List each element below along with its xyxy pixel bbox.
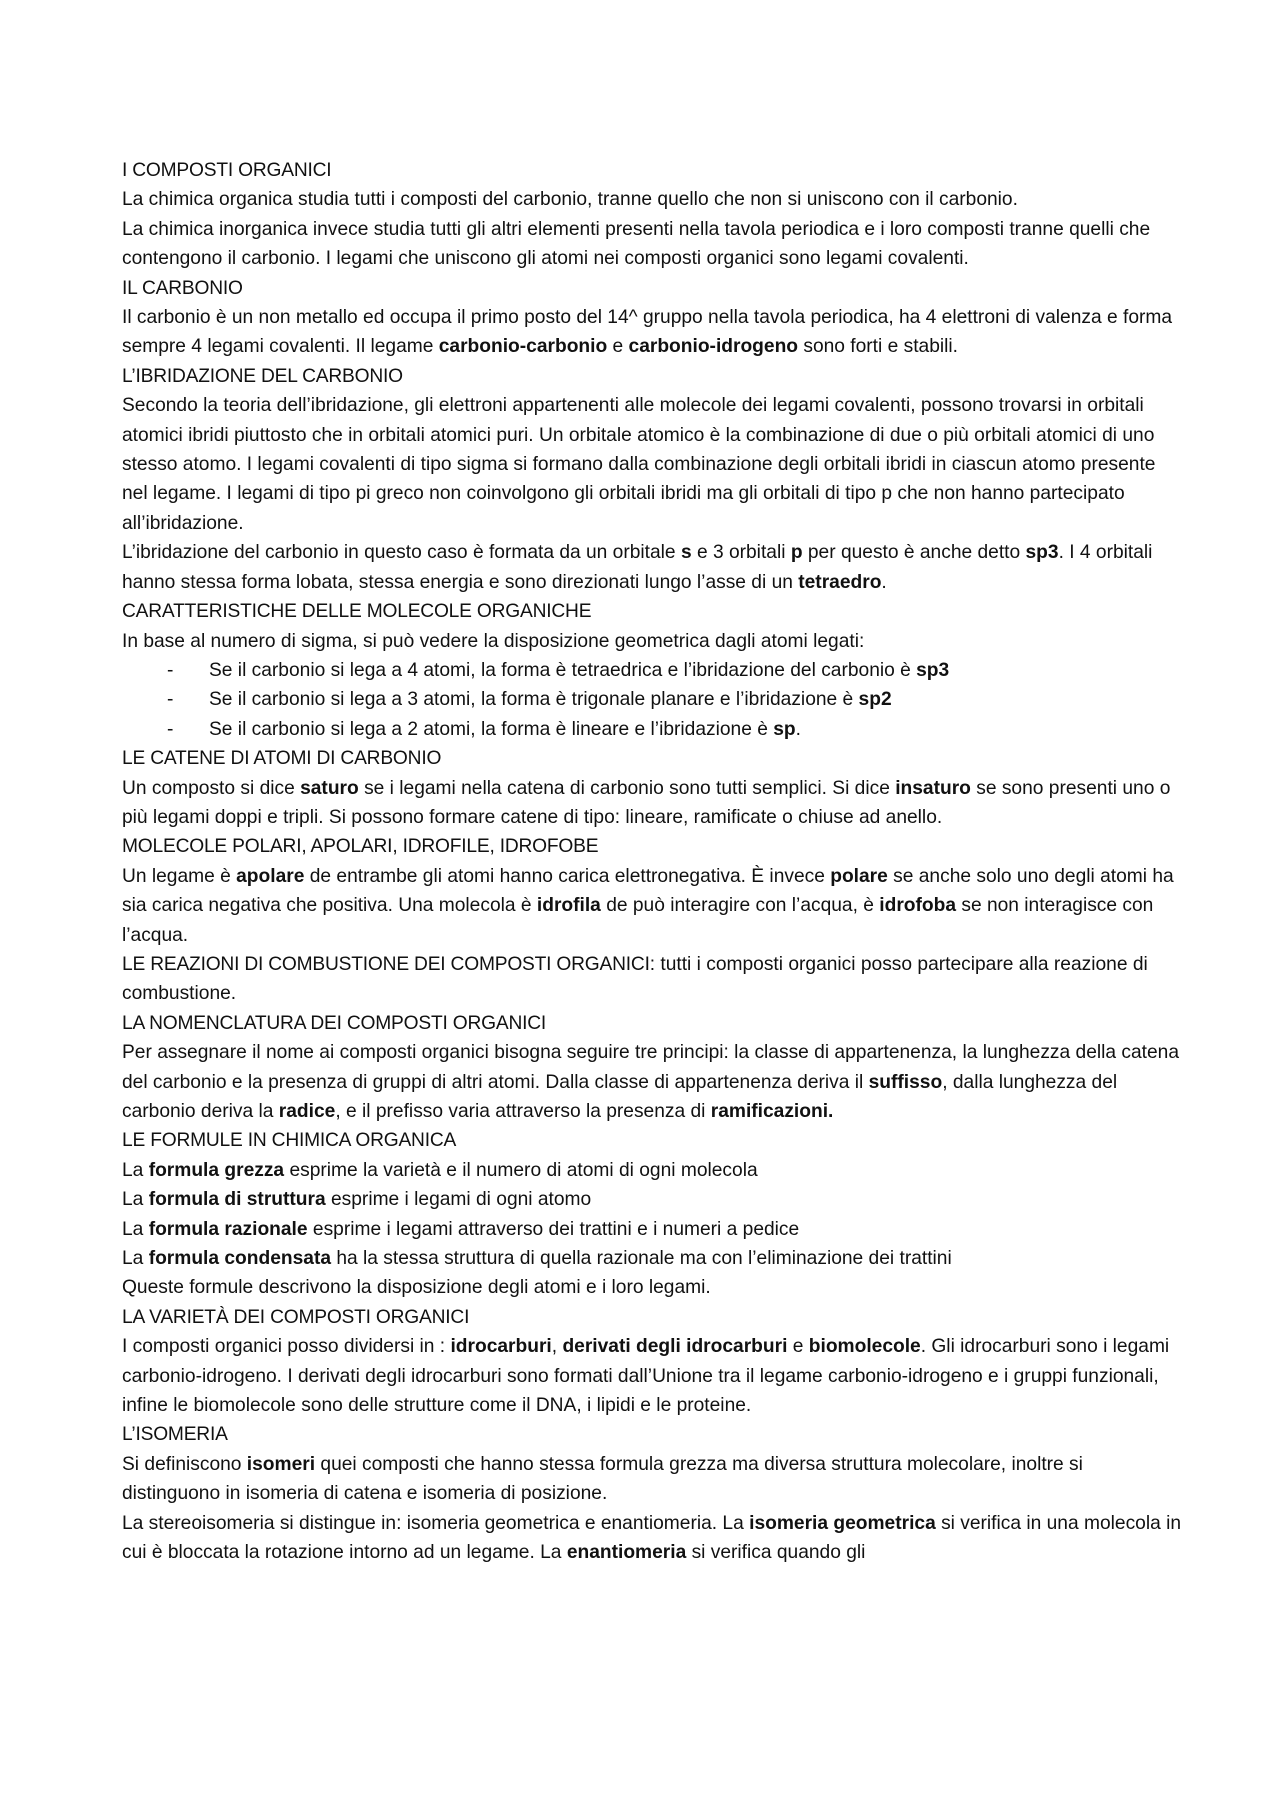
text-span: de può interagire con l’acqua, è <box>600 895 880 917</box>
paragraph-combustione <box>122 950 1182 1009</box>
bold-term: ramificazioni. <box>710 1101 834 1122</box>
bold-term: insaturo <box>895 777 971 799</box>
document-page <box>122 156 1182 1568</box>
text-span: esprime i legami attraverso dei trattini e i numeri a pedice <box>307 1218 800 1240</box>
paragraph-ibridazione-sp3 <box>122 538 1182 597</box>
heading-molecole-polari: MOLECOLE POLARI, APOLARI, IDROFILE, IDROFOBE <box>122 836 599 858</box>
bold-term: formula razionale <box>148 1218 308 1240</box>
bold-term: formula grezza <box>148 1159 285 1181</box>
bold-term: biomolecole <box>808 1336 921 1358</box>
heading-formule: LE FORMULE IN CHIMICA ORGANICA <box>122 1130 457 1152</box>
heading-ibridazione: L’IBRIDAZIONE DEL CARBONIO <box>122 365 403 387</box>
heading-nomenclatura: LA NOMENCLATURA DEI COMPOSTI ORGANICI <box>122 1012 547 1034</box>
text-span: de entrambe gli atomi hanno carica elettronegativa. È invece <box>304 865 831 887</box>
paragraph-nomenclatura <box>122 1038 1182 1126</box>
text-span: si verifica in una molecola in cui è bloccata la rotazione intorno ad un legame. La <box>122 1512 1182 1564</box>
text-span: per questo è anche detto <box>802 542 1026 564</box>
bold-term: formula di struttura <box>148 1189 326 1211</box>
bold-term: sp3 <box>916 659 950 681</box>
heading-isomeria: L’ISOMERIA <box>122 1424 228 1446</box>
text-span: La <box>122 1248 149 1270</box>
bold-term: suffisso <box>868 1071 943 1093</box>
text-span: Un composto si dice <box>122 777 301 799</box>
heading-caratteristiche: CARATTERISTICHE DELLE MOLECOLE ORGANICHE <box>122 601 592 623</box>
text-span: I composti organici posso dividersi in : <box>122 1336 451 1358</box>
text-span: se sono presenti uno o più legami doppi e tripli. Si possono formare catene di tipo: lineare, ramificate o chiuse ad anello. <box>122 777 1171 828</box>
formula-line <box>122 1215 1182 1244</box>
bold-term: sp2 <box>858 689 892 711</box>
text-span: La <box>122 1159 149 1181</box>
text-span: . I 4 orbitali hanno stessa forma lobata, stessa energia e sono direzionati lungo l’asse di un <box>122 542 1153 593</box>
paragraph-caratteristiche-intro: In base al numero di sigma, si può vedere la disposizione geometrica dagli atomi legati: <box>122 630 865 652</box>
text-span: . <box>795 718 801 740</box>
text-span: L’ibridazione del carbonio in questo caso è formata da un orbitale <box>122 542 681 564</box>
bold-term: p <box>790 542 803 564</box>
text-span: Se il carbonio si lega a 2 atomi, la forma è lineare e l’ibridazione è <box>209 718 774 740</box>
bold-term: apolare <box>236 865 305 887</box>
text-span: e 3 orbitali <box>691 542 791 564</box>
bold-term: derivati degli idrocarburi <box>562 1336 788 1358</box>
text-span: Il carbonio è un non metallo ed occupa il primo posto del 14^ gruppo nella tavola periodica, ha 4 elettroni di valenza e forma sempre 4 legami covalenti. Il legame <box>122 307 1173 358</box>
text-span: , dalla lunghezza del carbonio deriva la <box>122 1071 1118 1122</box>
heading-catene: LE CATENE DI ATOMI DI CARBONIO <box>122 748 442 770</box>
bold-term: s <box>680 542 692 564</box>
bold-term: idrocarburi <box>450 1336 552 1358</box>
text-span: ha la stessa struttura di quella razionale ma con l’eliminazione dei trattini <box>331 1248 952 1270</box>
text-span: si verifica quando gli <box>686 1542 866 1564</box>
bold-term: radice <box>278 1101 336 1122</box>
text-span: Un legame è <box>122 865 237 887</box>
text-span: La stereoisomeria si distingue in: isomeria geometrica e enantiomeria. La <box>122 1512 750 1534</box>
text-span: e <box>607 336 629 358</box>
formula-line <box>122 1185 1182 1214</box>
heading-varieta: LA VARIETÀ DEI COMPOSTI ORGANICI <box>122 1306 470 1328</box>
text-span: sono forti e stabili. <box>798 336 958 358</box>
text-span: Si definiscono <box>122 1453 247 1475</box>
text-span: , e il prefisso varia attraverso la presenza di <box>335 1101 711 1122</box>
paragraph-stereoisomeria <box>122 1509 1182 1568</box>
heading-combustione: LE REAZIONI DI COMBUSTIONE DEI COMPOSTI ORGANICI <box>122 953 650 975</box>
paragraph-ibridazione-teoria: Secondo la teoria dell’ibridazione, gli elettroni appartenenti alle molecole dei legami covalenti, possono trovarsi in orbitali atomici ibridi piuttosto che in orbitali atomici puri. Un orbitale atomico è la combinazione di due o più orbitali atomici di uno stesso atomo. I legami covalenti di tipo sigma si formano dalla combinazione degli orbitali ibridi in ciascun atomo presente nel legame. I legami di tipo pi greco non coinvolgono gli orbitali ibridi ma gli orbitali di tipo p che non hanno partecipato all’ibridazione. <box>122 395 1156 534</box>
bold-term: isomeri <box>246 1453 316 1475</box>
paragraph-varieta <box>122 1332 1182 1420</box>
bold-term: polare <box>830 865 888 887</box>
text-span: La <box>122 1189 149 1211</box>
text-span: quei composti che hanno stessa formula grezza ma diversa struttura molecolare, inoltre si distinguono in isomeria di catena e isomeria di posizione. <box>122 1453 1083 1505</box>
paragraph-chimica-organica: La chimica organica studia tutti i composti del carbonio, tranne quello che non si uniscono con il carbonio. <box>122 189 1018 211</box>
text-span: Per assegnare il nome ai composti organici bisogna seguire tre principi: la classe di appartenenza, la lunghezza della catena del carbonio e la presenza di gruppi di altri atomi. Dalla classe di appartenenza deriva il <box>122 1042 1179 1093</box>
paragraph-polari <box>122 862 1182 950</box>
text-span: Se il carbonio si lega a 3 atomi, la forma è trigonale planare e l’ibridazione è <box>209 689 859 711</box>
bold-term: carbonio-carbonio <box>438 336 608 358</box>
text-span: se anche solo uno degli atomi ha sia carica negativa che positiva. Una molecola è <box>122 865 1174 917</box>
list-item <box>167 685 1182 714</box>
text-span: se non interagisce con l’acqua. <box>122 895 1154 946</box>
bold-term: idrofila <box>536 895 601 917</box>
text-span: , <box>551 1336 563 1358</box>
paragraph-carbonio <box>122 303 1182 362</box>
text-span: se i legami nella catena di carbonio sono tutti semplici. Si dice <box>358 777 896 799</box>
text-span: La <box>122 1218 149 1240</box>
formula-line <box>122 1156 1182 1185</box>
bold-term: formula condensata <box>148 1248 332 1270</box>
paragraph-chimica-inorganica: La chimica inorganica invece studia tutti gli altri elementi presenti nella tavola periodica e i loro composti tranne quelli che contengono il carbonio. I legami che uniscono gli atomi nei composti organici sono legami covalenti. <box>122 218 1151 270</box>
text-span: . Gli idrocarburi sono i legami carbonio-idrogeno. I derivati degli idrocarburi sono formati dall’Unione tra il legame carbonio-idrogeno e i gruppi funzionali, infine le biomolecole sono delle strutture come il DNA, i lipidi e le proteine. <box>122 1336 1170 1417</box>
heading-carbonio: IL CARBONIO <box>122 277 243 299</box>
text-span: e <box>787 1336 809 1358</box>
heading-composti-organici: I COMPOSTI ORGANICI <box>122 160 332 181</box>
text-span: Se il carbonio si lega a 4 atomi, la forma è tetraedrica e l’ibridazione del carbonio è <box>209 659 917 681</box>
bold-term: sp3 <box>1025 542 1059 564</box>
paragraph-formule-closing: Queste formule descrivono la disposizione degli atomi e i loro legami. <box>122 1277 711 1299</box>
formula-line <box>122 1244 1182 1273</box>
text-span: . <box>881 571 887 593</box>
text-span: : tutti i composti organici posso partecipare alla reazione di combustione. <box>122 953 1148 1005</box>
list-item <box>167 715 1182 744</box>
text-span: esprime i legami di ogni atomo <box>325 1189 592 1211</box>
bold-term: sp <box>773 718 796 740</box>
bold-term: saturo <box>300 777 359 799</box>
bold-term: carbonio-idrogeno <box>628 336 799 358</box>
bold-term: enantiomeria <box>566 1542 687 1564</box>
list-item <box>167 656 1182 685</box>
hybridization-list <box>122 656 1182 744</box>
bold-term: idrofoba <box>879 895 957 917</box>
paragraph-catene <box>122 774 1182 833</box>
paragraph-isomeri <box>122 1450 1182 1509</box>
bold-term: tetraedro <box>798 571 882 593</box>
bold-term: isomeria geometrica <box>749 1512 936 1534</box>
text-span: esprime la varietà e il numero di atomi di ogni molecola <box>284 1159 758 1181</box>
